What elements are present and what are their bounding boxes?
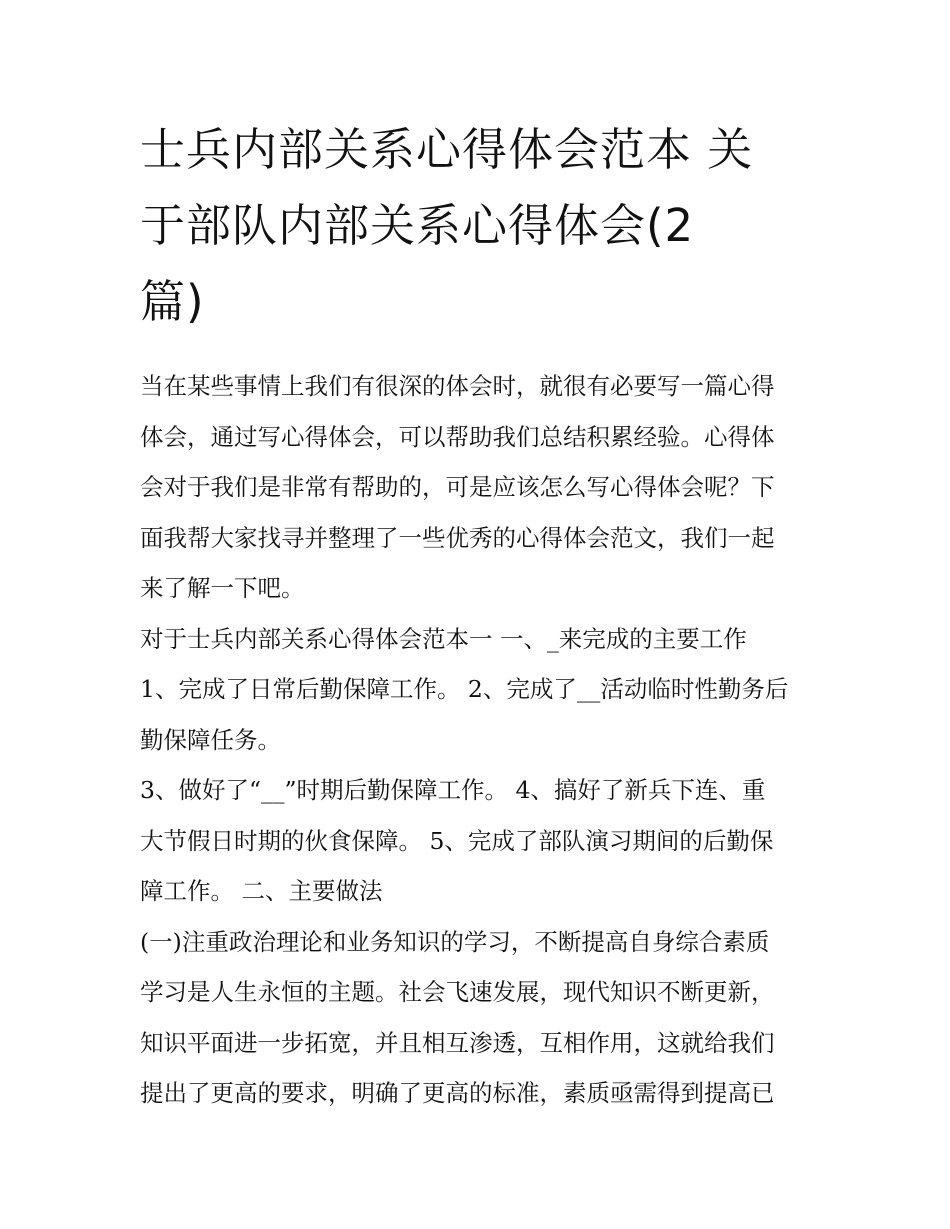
body-line: 大节假日时期的伙食保障。 5、完成了部队演习期间的后勤保 [140, 826, 774, 855]
body-line: 知识平面进一步拓宽，并且相互渗透，互相作用，这就给我们 [140, 1028, 775, 1057]
body-line: 学习是人生永恒的主题。社会飞速发展，现代知识不断更新， [140, 978, 775, 1006]
body-line: 体会，通过写心得体会，可以帮助我们总结积累经验。心得体 [140, 422, 775, 451]
body-line: 障工作。 二、主要做法 [140, 877, 383, 905]
document-title [140, 112, 810, 340]
body-line: 来了解一下吧。 [140, 574, 305, 602]
document-page [140, 112, 810, 1119]
document-body [140, 361, 810, 1119]
title-line: 于部队内部关系心得体会(2 [140, 199, 695, 252]
body-line: 对于士兵内部关系心得体会范本一 一、_来完成的主要工作 [140, 624, 747, 653]
title-line: 篇) [140, 275, 205, 328]
body-line: 面我帮大家找寻并整理了一些优秀的心得体会范文，我们一起 [140, 523, 775, 552]
body-line: 勤保障任务。 [140, 725, 281, 754]
body-line: 会对于我们是非常有帮助的，可是应该怎么写心得体会呢？下 [140, 473, 775, 501]
body-line: 提出了更高的要求，明确了更高的标准，素质亟需得到提高已 [140, 1079, 775, 1107]
title-line: 士兵内部关系心得体会范本 关 [140, 123, 754, 176]
body-line: 1、完成了日常后勤保障工作。 2、完成了__活动临时性勤务后 [140, 675, 789, 703]
body-line: (一)注重政治理论和业务知识的学习，不断提高自身综合素质 [140, 927, 770, 956]
body-line: 3、做好了“__”时期后勤保障工作。 4、搞好了新兵下连、重 [140, 776, 766, 804]
body-line: 当在某些事情上我们有很深的体会时，就很有必要写一篇心得 [140, 372, 775, 400]
